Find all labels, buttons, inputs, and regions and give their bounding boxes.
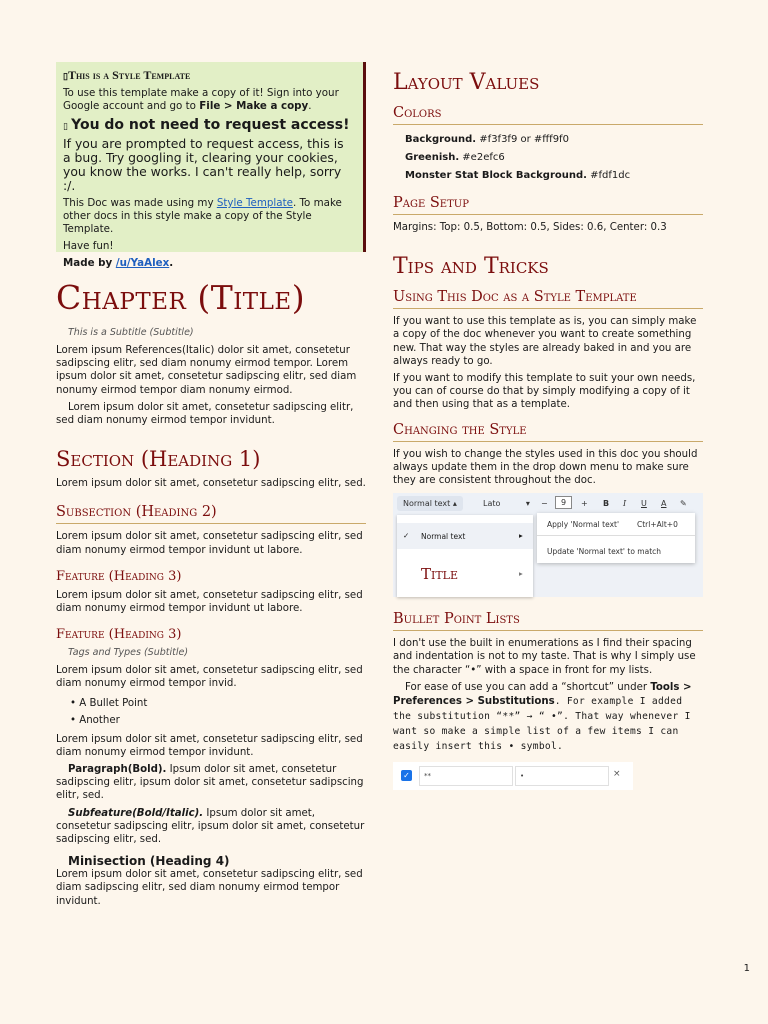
bold-button[interactable]: B (603, 499, 610, 509)
left-column (56, 62, 366, 912)
note-para-5: Made by /u/YaAlex. (63, 257, 174, 269)
increase-size-icon[interactable]: + (581, 499, 588, 509)
using-para-2: If you want to modify this template to suit your own needs, you can of course do that by simply modifying a copy of it and then using that as a template. (393, 373, 696, 411)
feature2-para-2: Lorem ipsum dolor sit amet, consetetur sadipscing elitr, sed diam nonumy eirmod tempor invidunt. (56, 733, 363, 758)
text-color-button[interactable]: A (661, 499, 667, 509)
menu-item-title[interactable]: Title (421, 565, 459, 584)
note-box (56, 62, 366, 269)
changing-heading: Changing the Style (393, 422, 703, 442)
changing-para: If you wish to change the styles used in this doc you should always update them in the drop down menu to make sure they are consistent throughout the doc. (393, 448, 698, 487)
note-para-2: If you are prompted to request access, this is a bug. Try googling it, clearing your cookies, you know the works. I can't really help, sorry :/. (63, 136, 344, 193)
minisection-para: Lorem ipsum dolor sit amet, consetetur sadipscing elitr, sed diam sadipscing elitr, sed diam nonumy eirmod tempor invidunt. (56, 869, 363, 907)
colors-list (393, 131, 703, 185)
list-item: • A Bullet Point (70, 697, 148, 709)
author-link[interactable]: /u/YaAlex (115, 257, 170, 269)
chapter-para-1: Lorem ipsum References(Italic) dolor sit amet, consetetur sadipscing elitr, sed diam nonumy eirmod tempor. Lorem ipsum dolor sit amet, consetetur sadipscing elitr, sed diam nonumy eirmod tempor diam nonumy eirmod. (56, 345, 357, 396)
note-para-3: This Doc was made using my Style Template. To make other docs in this style make a copy of the Style Template. (63, 197, 342, 235)
highlight-pen-icon[interactable]: ✎ (680, 499, 687, 509)
note-heading: ▯ You do not need to request access! (63, 117, 350, 133)
right-column (393, 70, 703, 790)
page-setup-heading: Page Setup (393, 195, 703, 215)
close-icon[interactable]: × (613, 769, 621, 780)
normal-text-submenu (537, 513, 695, 563)
underline-button[interactable]: U (641, 499, 647, 509)
chapter-subtitle: This is a Subtitle (Subtitle) (68, 327, 194, 338)
style-select[interactable]: Normal text ▴ (397, 496, 463, 511)
bullet-list (56, 695, 366, 729)
subsection-heading: Subsection (Heading 2) (56, 504, 366, 524)
section-heading: Section (Heading 1) (56, 447, 261, 472)
feature-tags: Tags and Types (Subtitle) (68, 647, 189, 659)
feature-para-1: Lorem ipsum dolor sit amet, consetetur sadipscing elitr, sed diam nonumy eirmod tempor invidunt ut labore. (56, 589, 363, 615)
section-para: Lorem ipsum dolor sit amet, consetetur sadipscing elitr, sed. (56, 478, 366, 490)
minisection-heading: Minisection (Heading 4) (68, 854, 230, 869)
note-para-4: Have fun! (63, 240, 114, 252)
color-entry: Greenish. #e2efc6 (405, 152, 505, 163)
colors-heading: Colors (393, 105, 703, 125)
subfeature-para: Subfeature(Bold/Italic). Ipsum dolor sit amet, consetetur sadipscing elitr, ipsum dolor sit amet, consetetur sadipscing elitr, sed. (56, 807, 365, 846)
chevron-right-icon: ▸ (519, 569, 523, 579)
menu-divider (537, 535, 695, 536)
menu-item-normal-text[interactable]: ✓ Normal text ▸ (397, 523, 533, 549)
chapter-para-2: Lorem ipsum dolor sit amet, consetetur sadipscing elitr, sed diam nonumy eirmod tempor invidunt. (56, 401, 354, 427)
bullet-lists-heading: Bullet Point Lists (393, 611, 703, 631)
page-number: 1 (743, 963, 750, 974)
decrease-size-icon[interactable]: − (541, 499, 548, 509)
style-menu-screenshot (393, 493, 703, 597)
with-field[interactable]: • (515, 766, 609, 786)
enabled-checkbox[interactable]: ✓ (401, 770, 412, 781)
feature-heading-1: Feature (Heading 3) (56, 568, 182, 584)
substitution-row (393, 762, 633, 790)
check-icon: ✓ (403, 531, 410, 541)
paragraph-bold: Paragraph(Bold). Ipsum dolor sit amet, consetetur sadipscing elitr, ipsum dolor sit amet, consetetur sadipscing elitr, sed. (56, 764, 364, 802)
bullet-para-2: For ease of use you can add a “shortcut” under Tools > Preferences > Substitutions. For example I added the substitution “**” → “ •”. That way whenever I want so make a simple list of a few items I can easily insert this • symbol. (393, 681, 692, 753)
feature2-para-1: Lorem ipsum dolor sit amet, consetetur sadipscing elitr, sed diam nonumy eirmod tempor invid. (56, 665, 363, 690)
note-title: ▯This is a Style Template (63, 68, 191, 82)
page-setup-values: Margins: Top: 0.5, Bottom: 0.5, Sides: 0.6, Center: 0.3 (393, 222, 667, 233)
style-template-link[interactable]: Style Template (216, 197, 293, 209)
subsection-para: Lorem ipsum dolor sit amet, consetetur sadipscing elitr, sed diam nonumy eirmod tempor invidunt ut labore. (56, 531, 363, 556)
bullet-para-1: I don't use the built in enumerations as I find their spacing and indentation is not to my taste. That is why I simply use the character “•” with a space in front for my lists. (393, 638, 696, 676)
apply-style-item[interactable]: Apply 'Normal text' (547, 520, 620, 530)
toolbar (393, 493, 703, 515)
style-dropdown-menu (397, 515, 533, 597)
chevron-right-icon: ▸ (519, 531, 523, 541)
italic-button[interactable]: I (623, 499, 627, 509)
using-para-1: If you want to use this template as is, you can simply make a copy of the doc whenever you want to create something new. That way the styles are already baked in and you are always ready to go. (393, 316, 697, 367)
font-select[interactable]: Lato ▾ (483, 499, 530, 509)
bookmark-icon: ▯ (63, 71, 68, 81)
font-size-field[interactable]: 9 (555, 496, 572, 509)
color-entry: Background. #f3f3f9 or #fff9f0 (405, 134, 569, 145)
layout-values-heading: Layout Values (393, 70, 540, 95)
replace-field[interactable]: ** (419, 766, 513, 786)
bookmark-icon: ▯ (63, 122, 72, 132)
color-entry: Monster Stat Block Background. #fdf1dc (405, 170, 631, 181)
feature-heading-2: Feature (Heading 3) (56, 627, 182, 643)
apply-shortcut: Ctrl+Alt+0 (637, 520, 678, 530)
list-item: • Another (70, 714, 120, 726)
update-style-item[interactable]: Update 'Normal text' to match (547, 547, 662, 557)
using-heading: Using This Doc as a Style Template (393, 289, 703, 309)
tips-heading: Tips and Tricks (393, 254, 549, 280)
note-para-1: To use this template make a copy of it! Sign into your Google account and go to File > Make a copy. (63, 87, 339, 112)
chapter-title: Chapter (Title) (56, 278, 306, 317)
